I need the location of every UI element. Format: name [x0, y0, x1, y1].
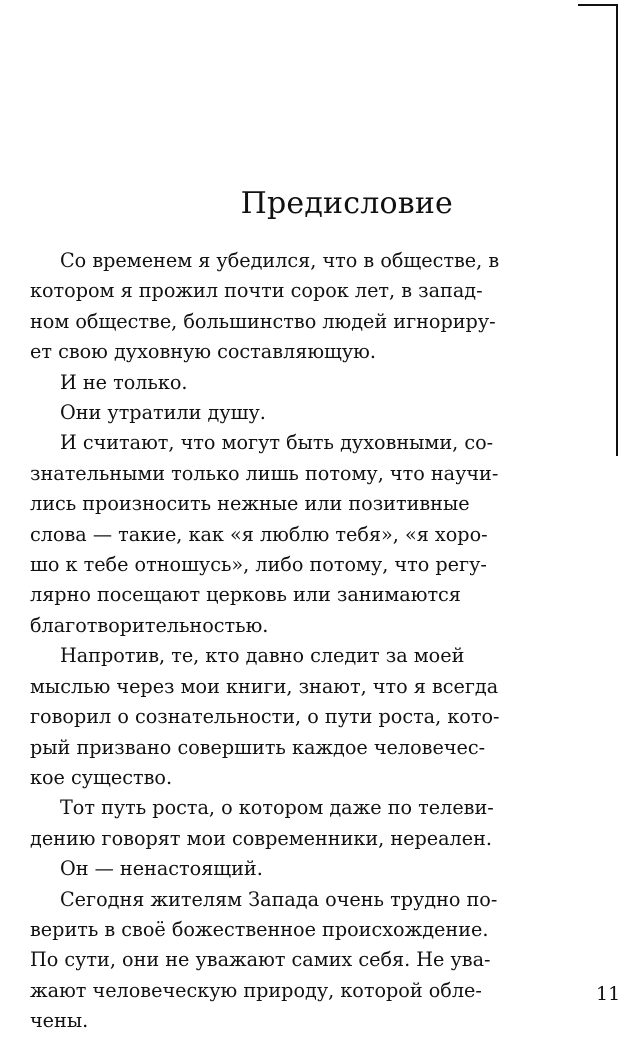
text-line: Тот путь роста, о котором даже по телеви-	[60, 796, 494, 820]
text-line: говорил о сознательности, о пути роста, кото-	[30, 705, 500, 729]
chapter-title: Предисловие	[240, 186, 453, 221]
text-line: чены.	[30, 1009, 89, 1033]
text-line: шо к тебе отношусь», либо потому, что регу-	[30, 553, 487, 577]
text-line: кое существо.	[30, 765, 173, 789]
text-line: мыслью через мои книги, знают, что я всегда	[30, 674, 499, 698]
text-line: котором я прожил почти сорок лет, в запад-	[30, 279, 483, 303]
text-line: Со временем я убедился, что в обществе, в	[60, 249, 500, 272]
text-line: ном обществе, большинство людей игнориру-	[30, 309, 496, 333]
text-line: Сегодня жителям Запада очень трудно по-	[60, 887, 498, 911]
text-line: рый призвано совершить каждое человечес-	[30, 735, 486, 759]
text-line: И не только.	[60, 370, 188, 394]
page-number: 11	[596, 983, 620, 1005]
body-text	[30, 246, 500, 1037]
text-line: лись произносить нежные или позитивные	[30, 492, 470, 516]
text-line: знательными только лишь потому, что научи-	[30, 461, 499, 485]
text-line: жают человеческую природу, которой облe-	[30, 978, 482, 1002]
text-line: лярно посещают церковь или занимаются	[30, 583, 461, 607]
text-line: Напротив, те, кто давно следит за моей	[60, 644, 465, 668]
text-line: И считают, что могут быть духовными, со-	[60, 431, 494, 455]
corner-crop-mark	[578, 4, 618, 456]
text-line: ет свою духовную составляющую.	[30, 340, 376, 364]
paragraph	[30, 428, 499, 641]
text-line: верить в своё божественное происхождение.	[30, 917, 489, 941]
text-line: Они утратили душу.	[60, 401, 266, 425]
paragraph	[30, 398, 455, 428]
text-line: Он — ненастоящий.	[60, 857, 263, 881]
paragraph	[30, 246, 500, 368]
paragraph	[30, 641, 500, 793]
text-line: дению говорят мои современники, нереален.	[30, 826, 492, 850]
text-line: благотворительностью.	[30, 613, 269, 637]
paragraph	[30, 793, 494, 854]
text-line: По сути, они не уважают самих себя. Не ува-	[30, 948, 491, 972]
paragraph	[30, 854, 455, 884]
text-line: слова — такие, как «я люблю тебя», «я хоро-	[30, 522, 488, 546]
paragraph	[30, 368, 455, 398]
paragraph	[30, 885, 498, 1037]
